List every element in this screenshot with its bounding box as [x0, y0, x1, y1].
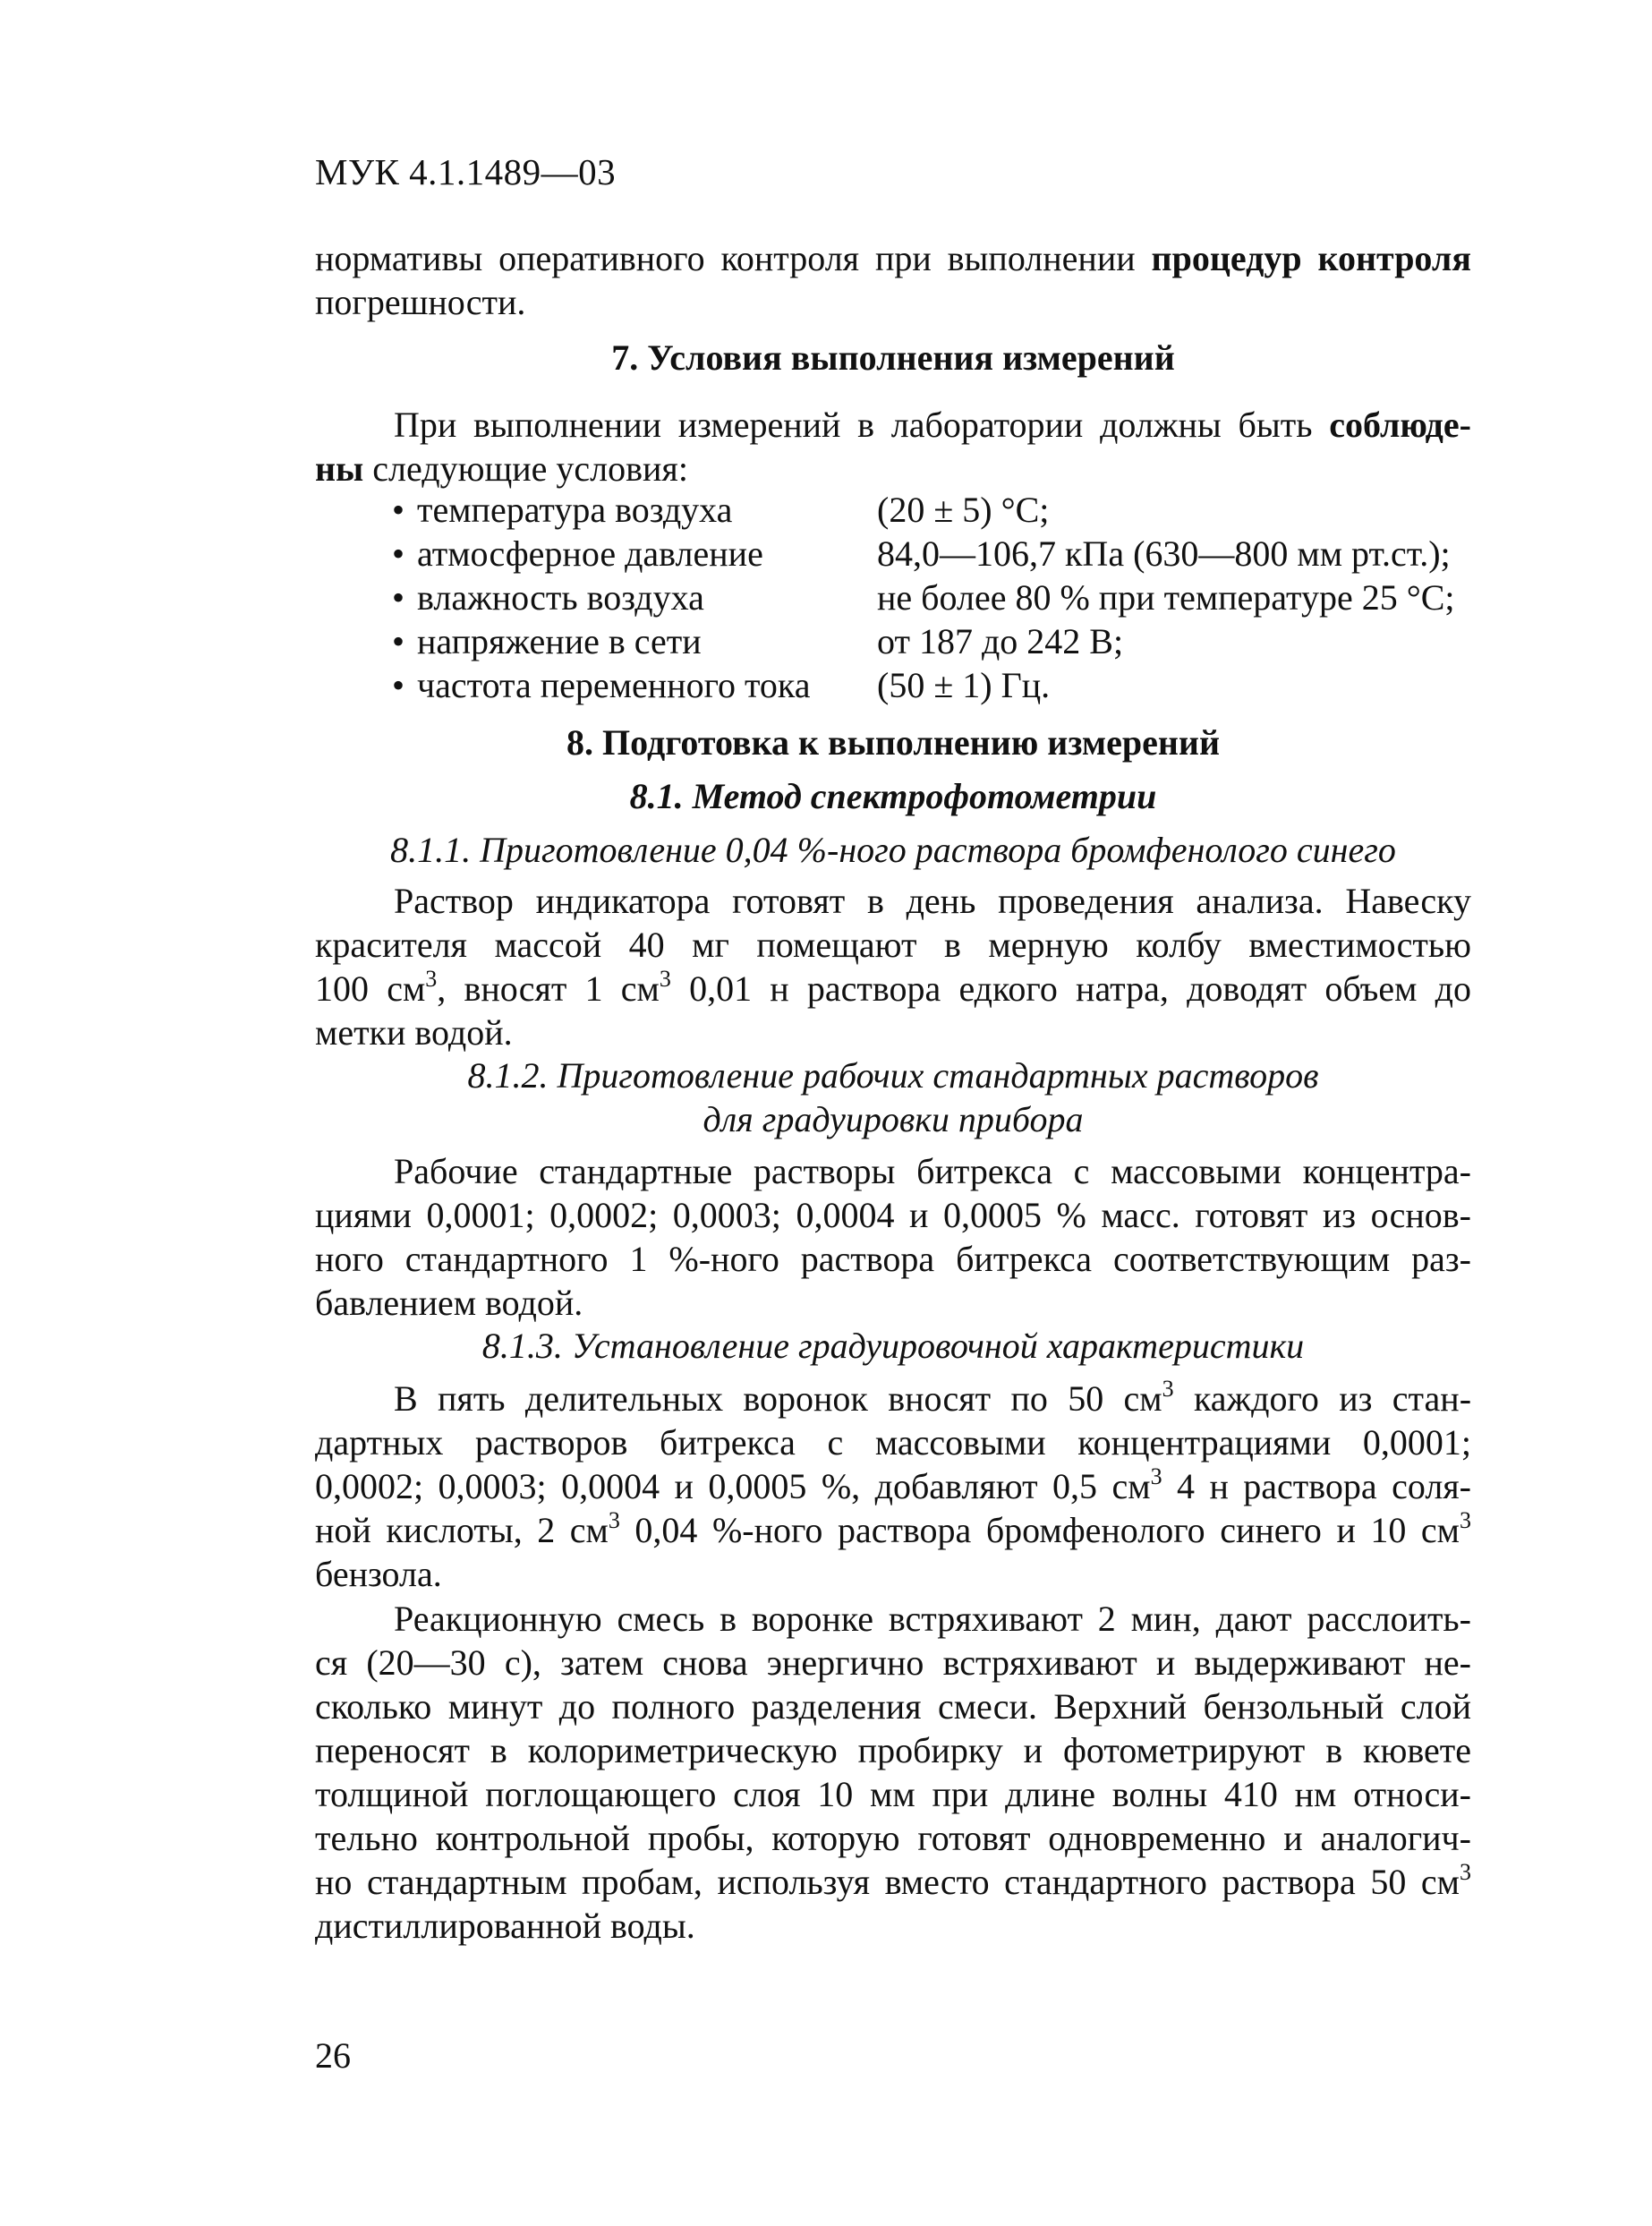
paragraph-line: сколько минут до полного разделения смеси. Верхний бензольный слой	[315, 1686, 1471, 1727]
paragraph-line: метки водой.	[315, 1012, 513, 1053]
condition-label: атмосферное давление	[417, 533, 763, 574]
paragraph-text: каждого из стан-	[1173, 1378, 1472, 1419]
bullet-icon: •	[392, 577, 405, 618]
subsection-8-1-1-title: 8.1.1. Приготовление 0,04 %-ного раствора бромфенолого синего	[390, 830, 1396, 870]
paragraph-text: , вносят 1 см	[437, 968, 660, 1009]
paragraph-text: 4 н раствора соля-	[1162, 1466, 1471, 1506]
superscript: 3	[1460, 1858, 1471, 1885]
section-7-title: 7. Условия выполнения измерений	[611, 337, 1175, 378]
paragraph-8-1-1	[315, 879, 1471, 1054]
document-code-header: МУК 4.1.1489—03	[315, 151, 617, 192]
paragraph-text: В пять делительных воронок вносят по 50 см	[394, 1378, 1162, 1419]
bullet-icon: •	[392, 490, 405, 530]
condition-value: (50 ± 1) Гц.	[877, 665, 1051, 705]
paragraph-line: Рабочие стандартные растворы битрекса с массовыми концентра-	[394, 1151, 1471, 1191]
paragraph-text: 0,01 н раствора едкого натра, доводят объем до	[670, 968, 1471, 1009]
intro-paragraph	[315, 236, 1471, 324]
paragraph-line: Раствор индикатора готовят в день проведения анализа. Навеску	[394, 881, 1471, 921]
paragraph-text: 100 см	[315, 968, 426, 1009]
paragraph-line: бавлением водой.	[315, 1283, 583, 1323]
intro-text-end: погрешности.	[315, 282, 526, 322]
list-item	[392, 489, 732, 533]
paragraph-line: ся (20—30 с), затем снова энергично встряхивают и выдерживают не-	[315, 1642, 1471, 1683]
paragraph-line: переносят в колориметрическую пробирку и фотометрируют в кювете	[315, 1730, 1471, 1770]
superscript: 3	[659, 965, 671, 992]
superscript: 3	[1460, 1506, 1471, 1533]
condition-value: (20 ± 5) °С;	[877, 490, 1050, 530]
section-7-intro-bold: соблюде-	[1329, 405, 1471, 445]
condition-label: напряжение в сети	[417, 621, 702, 661]
paragraph-8-1-2	[315, 1149, 1471, 1325]
list-item	[392, 576, 704, 620]
paragraph-line: тельно контрольной пробы, которую готовят одновременно и аналогич-	[315, 1818, 1471, 1858]
paragraph-line: циями 0,0001; 0,0002; 0,0003; 0,0004 и 0,0005 % масс. готовят из основ-	[315, 1195, 1471, 1235]
paragraph-line: толщиной поглощающего слоя 10 мм при длине волны 410 нм относи-	[315, 1774, 1471, 1814]
bullet-icon: •	[392, 533, 405, 574]
condition-label: температура воздуха	[417, 490, 733, 530]
subsection-8-1-title: 8.1. Метод спектрофотометрии	[629, 776, 1157, 816]
paragraph-text: но стандартным пробам, используя вместо стандартного раствора 50 см	[315, 1862, 1460, 1902]
paragraph-8-1-3-a	[315, 1377, 1471, 1596]
paragraph-line: дистиллированной воды.	[315, 1906, 695, 1946]
condition-label: влажность воздуха	[417, 577, 704, 618]
paragraph-line: ного стандартного 1 %-ного раствора битрекса соответствующим раз-	[315, 1239, 1471, 1279]
paragraph-line: красителя массой 40 мг помещают в мерную колбу вместимостью	[315, 925, 1471, 965]
section-7-intro-bold-2: ны	[315, 448, 364, 489]
section-7-intro	[315, 403, 1471, 490]
condition-value: 84,0—106,7 кПа (630—800 мм рт.ст.);	[877, 533, 1451, 574]
condition-value: не более 80 % при температуре 25 °С;	[877, 577, 1455, 618]
bullet-icon: •	[392, 665, 405, 705]
intro-text: нормативы оперативного контроля при выполнении	[315, 238, 1152, 278]
section-8-title: 8. Подготовка к выполнению измерений	[566, 722, 1220, 763]
page-number: 26	[315, 2035, 351, 2076]
list-item	[392, 620, 702, 664]
list-item	[392, 664, 811, 708]
superscript: 3	[425, 965, 438, 992]
paragraph-text: 0,04 %-ного раствора бромфенолого синего и 10 см	[619, 1510, 1460, 1550]
subsection-8-1-3-title: 8.1.3. Установление градуировочной характеристики	[481, 1326, 1305, 1366]
list-item	[392, 533, 763, 576]
superscript: 3	[1150, 1463, 1162, 1489]
paragraph-line: Реакционную смесь в воронке встряхивают 2 мин, дают расслоить-	[394, 1599, 1471, 1639]
paragraph-line: бензола.	[315, 1554, 442, 1594]
condition-value: от 187 до 242 В;	[877, 621, 1124, 661]
superscript: 3	[1162, 1375, 1174, 1402]
superscript: 3	[608, 1506, 620, 1533]
paragraph-text: ной кислоты, 2 см	[315, 1510, 609, 1550]
intro-bold-text: процедур контроля	[1151, 238, 1471, 278]
section-7-intro-text-2: следующие условия:	[363, 448, 688, 489]
paragraph-line: дартных растворов битрекса с массовыми концентрациями 0,0001;	[315, 1422, 1471, 1463]
subsection-8-1-2-title-line1: 8.1.2. Приготовление рабочих стандартных растворов	[467, 1055, 1319, 1096]
condition-label: частота переменного тока	[417, 665, 811, 705]
paragraph-text: 0,0002; 0,0003; 0,0004 и 0,0005 %, добавляют 0,5 см	[315, 1466, 1151, 1506]
bullet-icon: •	[392, 621, 405, 661]
subsection-8-1-2-title-line2: для градуировки прибора	[703, 1099, 1084, 1139]
paragraph-8-1-3-b	[315, 1597, 1471, 1948]
section-7-intro-text: При выполнении измерений в лаборатории должны быть	[394, 405, 1330, 445]
